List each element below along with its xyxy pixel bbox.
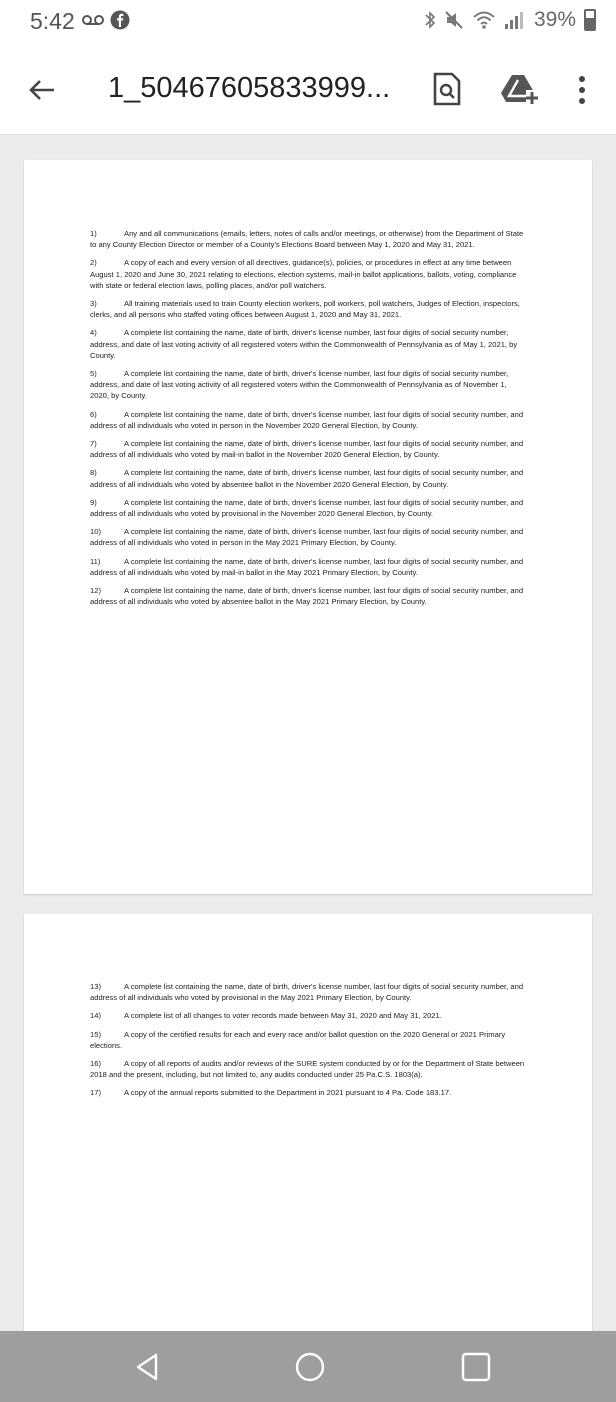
list-item: 8) A complete list containing the name, date of birth, driver's license number, last four digits of social security number, and address of all individuals who voted by absentee ballot in the November 2020 General Election, by County. [90,468,524,489]
list-item: 11) A complete list containing the name, date of birth, driver's license number, last four digits of social security number, and address of all individuals who voted by mail-in ballot in the May 2021 Primary Election, by County. [90,556,524,577]
page-1-content [90,228,526,614]
battery-icon [584,9,596,31]
document-page-2 [24,914,592,1331]
recents-square-icon[interactable] [460,1351,492,1383]
list-item: 5) A complete list containing the name, date of birth, driver's license number, last four digits of social security number, address, and date of last voting activity of all registered voters within the Commonwealth of Pennsylvania as of November 1, 2020, by County. [90,369,509,401]
status-left-icons [82,10,130,30]
list-item: 1) Any and all communications (emails, letters, notes of calls and/or meetings, or otherwise) from the Department of State to any County Election Director or member of a County's Elections Board between May 1, 2020 and May 31, 2021. [90,229,524,250]
pdf-viewer[interactable] [0,135,616,1331]
status-right-icons [424,8,596,32]
list-item: 12) A complete list containing the name, date of birth, driver's license number, last four digits of social security number, and address of all individuals who voted by absentee ballot in the May 2021 Primary Election, by County. [90,586,524,607]
back-triangle-icon[interactable] [132,1351,164,1383]
system-nav-bar [0,1331,616,1402]
document-page-1 [24,160,592,894]
bluetooth-icon [424,10,436,30]
back-arrow-icon[interactable] [26,74,58,106]
add-to-drive-icon[interactable] [500,72,538,106]
list-item: 9) A complete list containing the name, date of birth, driver's license number, last four digits of social security number, and address of all individuals who voted by provisional in the November 2020 General Election, by County. [90,497,524,519]
battery-percent: 39% [533,8,576,31]
preview-icon[interactable] [432,72,462,106]
list-item: 3) All training materials used to train County election workers, poll workers, poll watchers, Judges of Election, inspectors, clerks, and all persons who staffed voting offices between August 1, 2020 and May 31, 2021. [90,299,520,320]
list-item: 10) A complete list containing the name, date of birth, driver's license number, last four digits of social security number, and address of all individuals who voted in person in the May 2021 Primary Election, by County. [90,527,524,548]
list-item: 7) A complete list containing the name, date of birth, driver's license number, last four digits of social security number, and address of all individuals who voted by mail-in ballot in the November 2020 General Election, by County. [90,439,524,460]
page-2-content [90,981,526,1106]
list-item: 17) A copy of the annual reports submitted to the Department in 2021 pursuant to 4 Pa. Code 183.17. [90,1088,452,1098]
facebook-icon [110,10,130,30]
wifi-icon [472,10,496,30]
list-item: 6) A complete list containing the name, date of birth, driver's license number, last four digits of social security number, and address of all individuals who voted in person in the November 2020 General Election, by County. [90,409,524,430]
mute-icon [444,10,464,30]
status-time: 5:42 [30,8,75,34]
home-circle-icon[interactable] [294,1351,326,1383]
more-vert-icon[interactable] [570,70,594,110]
list-item: 2) A copy of each and every version of all directives, guidance(s), policies, or procedures in effect at any time between August 1, 2020 and June 30, 2021 relating to elections, election systems, mail-in ballot applications, ballots, voting, compliance with state or federal election laws, polling places, and/or poll watchers. [90,258,517,290]
list-item: 14) A complete list of all changes to voter records made between May 31, 2020 and May 31, 2021. [90,1011,442,1021]
status-bar [0,0,616,50]
list-item: 4) A complete list containing the name, date of birth, driver's license number, last four digits of social security number, address, and date of last voting activity of all registered voters within the Commonwealth of Pennsylvania as of May 1, 2021, by County. [90,328,518,360]
app-bar [0,50,616,135]
voicemail-icon [82,13,104,27]
signal-icon [504,10,526,30]
list-item: 13) A complete list containing the name, date of birth, driver's license number, last four digits of social security number, and address of all individuals who voted by provisional in the May 2021 Primary Election, by County. [90,982,524,1003]
list-item: 15) A copy of the certified results for each and every race and/or ballot question on the 2020 General or 2021 Primary elections. [90,1029,506,1050]
list-item: 16) A copy of all reports of audits and/or reviews of the SURE system conducted by or for the Department of State between 2018 and the present, including, but not limited to, any audits conducted under 25 Pa.C.S. 1803(a). [90,1059,525,1080]
document-title: 1_50467605833999... [108,72,391,104]
